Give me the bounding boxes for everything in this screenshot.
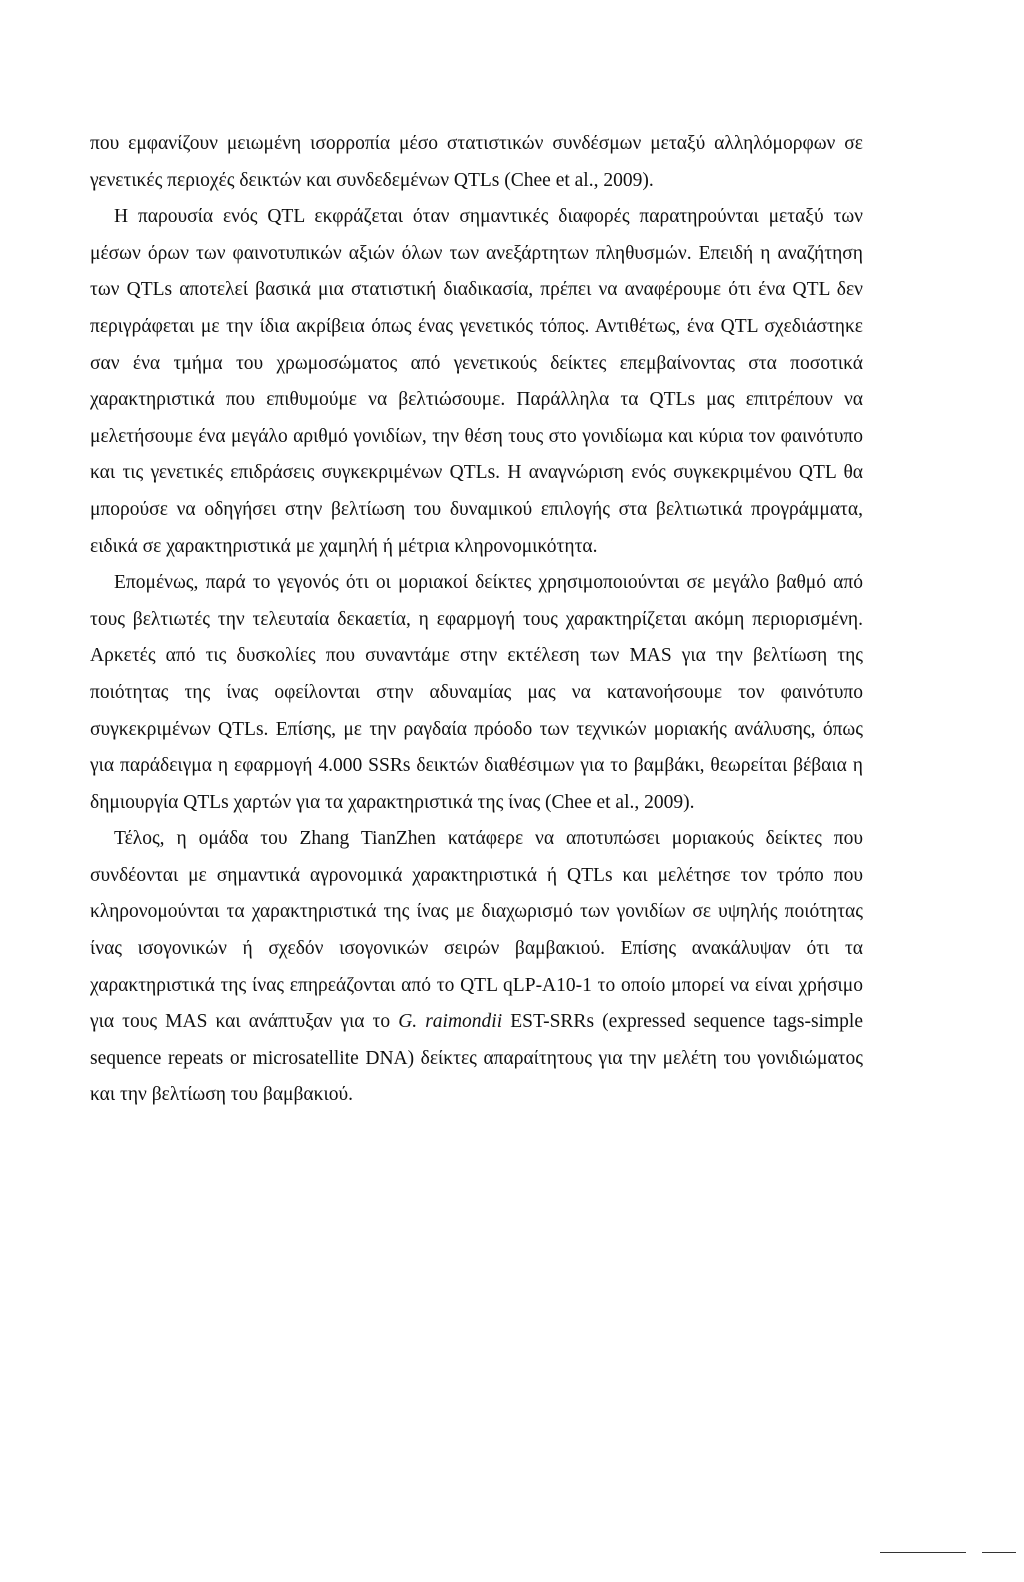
paragraph-zhang-tianzhen xyxy=(90,821,863,1114)
paragraph-molecular-markers: Επομένως, παρά το γεγονός ότι οι μοριακοί δείκτες χρησιμοποιούνται σε μεγάλο βαθμό από τους βελτιωτές την τελευταία δεκαετία, η εφαρμογή τους χαρακτηρίζεται ακόμη περιορισμένη. Αρκετές από τις δυσκολίες που συναντάμε στην εκτέλεση των MAS για την βελτίωση της ποιότητας της ίνας οφείλονται στην αδυναμίας μας να κατανοήσουμε τον φαινότυπο συγκεκριμένων QTLs. Επίσης, με την ραγδαία πρόοδο των τεχνικών μοριακής ανάλυσης, όπως για παράδειγμα η εφαρμογή 4.000 SSRs δεικτών διαθέσιμων για το βαμβάκι, θεωρείται βέβαια η δημιουργία QTLs χαρτών για τα χαρακτηριστικά της ίνας (Chee et al., 2009). xyxy=(90,572,863,813)
paragraph-qtl-definition: Η παρουσία ενός QTL εκφράζεται όταν σημαντικές διαφορές παρατηρούνται μεταξύ των μέσων όρων των φαινοτυπικών αξιών όλων των ανεξάρτητων πληθυσμών. Επειδή η αναζήτηση των QTLs αποτελεί βασικά μια στατιστική διαδικασία, πρέπει να αναφέρουμε ότι ένα QTL δεν περιγράφεται με την ίδια ακρίβεια όπως ένας γενετικός τόπος. Αντιθέτως, ένα QTL σχεδιάστηκε σαν ένα τμήμα του χρωμοσώματος από γενετικούς δείκτες επεμβαίνοντας στα ποσοτικά χαρακτηριστικά που επιθυμούμε να βελτιώσουμε. Παράλληλα τα QTLs μας επιτρέπουν να μελετήσουμε ένα μεγάλο αριθμό γονιδίων, την θέση τους στο γονιδίωμα και κύρια τον φαινότυπο και τις γενετικές επιδράσεις συγκεκριμένων QTLs. Η αναγνώριση ενός συγκεκριμένου QTL θα μπορούσε να οδηγήσει στην βελτίωση του δυναμικού επιλογής στα βελτιωτικά προγράμματα, ειδικά σε χαρακτηριστικά με χαμηλή ή μέτρια κληρονομικότητα. xyxy=(90,206,863,557)
paragraph-text-part: Τέλος, η ομάδα του Zhang TianZhen κατάφερε να αποτυπώσει μοριακούς δείκτες που συνδέονται με σημαντικά αγρονομικά χαρακτηριστικά ή QTLs και μελέτησε τον τρόπο που κληρονομούνται τα χαρακτηριστικά της ίνας με διαχωρισμό των γονιδίων σε υψηλής ποιότητας ίνας ισογονικών ή σχεδόν ισογονικών σειρών βαμβακιού. Επίσης ανακάλυψαν ότι τα χαρακτηριστικά της ίνας επηρεάζονται από το QTL qLP-A10-1 το οποίο μπορεί να είναι χρήσιμο για τους MAS και ανάπτυξαν για το xyxy=(90,828,863,1033)
species-name: G. raimondii xyxy=(398,1011,503,1033)
footer-rule xyxy=(880,1552,966,1553)
document-body xyxy=(90,126,863,1114)
paragraph-continuation: που εμφανίζουν μειωμένη ισορροπία μέσο στατιστικών συνδέσμων μεταξύ αλληλόμορφων σε γενετικές περιοχές δεικτών και συνδεδεμένων QTLs (Chee et al., 2009). xyxy=(90,133,863,191)
footer-rule xyxy=(982,1552,1016,1553)
paragraph-text-part: EST-SRRs (expressed sequence tags-simple sequence repeats or microsatellite DNA) δείκτες απαραίτητους για την μελέτη του γονιδιώματος και την βελτίωση του βαμβακιού. xyxy=(90,1011,863,1106)
